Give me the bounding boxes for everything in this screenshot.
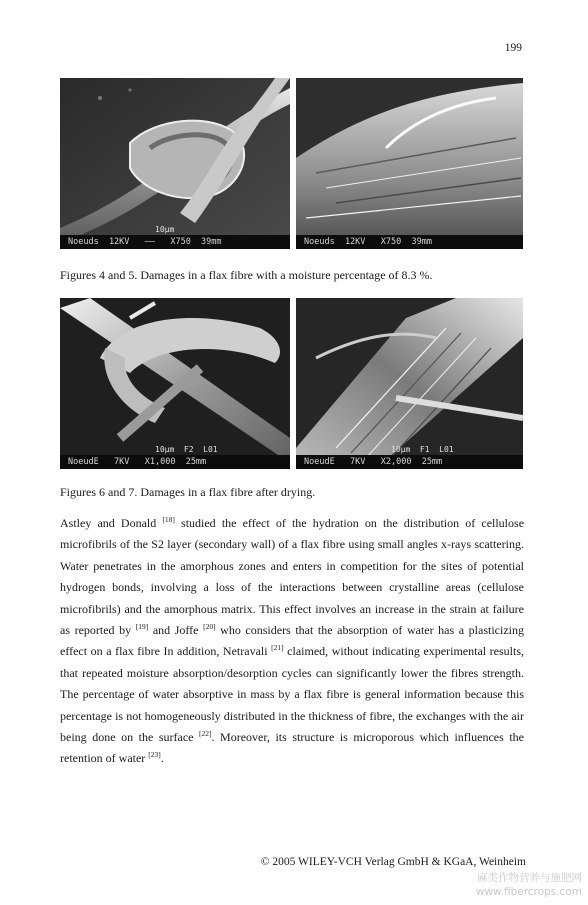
body-text-run: claimed, without indicating experimental results, that repeated moisture absorption/desorption cycles can significantly lower the fibres strength. The percentage of water absorptive in mass by a flax fibre is general information because this percentage is not homogeneously distributed in the thickness of fibre, the exchanges with the air being done on the surface: [60, 644, 524, 745]
figure-row-6-7: [60, 298, 523, 469]
body-paragraph: [60, 513, 524, 770]
citation-ref: [19]: [135, 622, 149, 632]
citation-ref: [20]: [203, 622, 216, 632]
citation-ref: [23]: [148, 750, 161, 760]
sem-image-figure-4: [60, 78, 290, 249]
sem-image-figure-6: [60, 298, 290, 469]
sem-image-figure-5: [296, 78, 523, 249]
citation-ref: [21]: [271, 643, 284, 653]
figure-row-4-5: [60, 78, 523, 249]
body-text-run: studied the effect of the hydration on the distribution of cellulose microfibrils of the S2 layer (secondary wall) of a flax fibre using small angles x-rays scattering. Water penetrates in the amorphous zones and enters in competition for the sites of potential hydrogen bonds, involving a loss of the interactions between crystalline areas (cellulose microfibrils) and the amorphous matrix. This effect involves an increase in the strain at failure as reported by: [60, 516, 525, 638]
watermark: [476, 871, 582, 899]
body-text-run: .: [160, 751, 164, 766]
scale-label-figure-7: 10μm F1 L01: [391, 445, 454, 454]
body-text-run: Astley and Donald: [60, 516, 157, 530]
body-text-run: and Joffe: [148, 623, 204, 638]
body-text-run: who considers that the absorption of water has a plasticizing effect on a flax fibre In addition, Netravali: [60, 623, 524, 659]
watermark-line-1: 麻类作物营养与施肥网: [477, 872, 582, 884]
scale-bar-figure-4: Noeuds 12KV —— X750 39mm: [60, 235, 290, 249]
scale-label-figure-6: 10μm F2 L01: [155, 445, 218, 454]
scale-bar-figure-5: Noeuds 12KV X750 39mm: [296, 235, 523, 249]
caption-figures-6-7: Figures 6 and 7. Damages in a flax fibre after drying.: [60, 485, 316, 499]
citation-ref: [22]: [199, 729, 212, 739]
copyright-footer: © 2005 WILEY-VCH Verlag GmbH & KGaA, Weinheim: [260, 856, 526, 868]
page-number: 199: [504, 42, 522, 54]
body-text-run: . Moreover, its structure is microporous which influences the retention of water: [60, 730, 524, 766]
scale-bar-figure-7: NoeudE 7KV X2,000 25mm: [296, 455, 523, 469]
scale-bar-figure-6: NoeudE 7KV X1,000 25mm: [60, 455, 290, 469]
watermark-line-2: www.fibercrops.com: [475, 886, 582, 898]
scale-label-figure-4: 10μm: [155, 225, 175, 234]
sem-image-figure-7: [296, 298, 523, 469]
citation-ref: [18]: [162, 515, 175, 524]
caption-figures-4-5: Figures 4 and 5. Damages in a flax fibre with a moisture percentage of 8.3 %.: [60, 268, 433, 282]
